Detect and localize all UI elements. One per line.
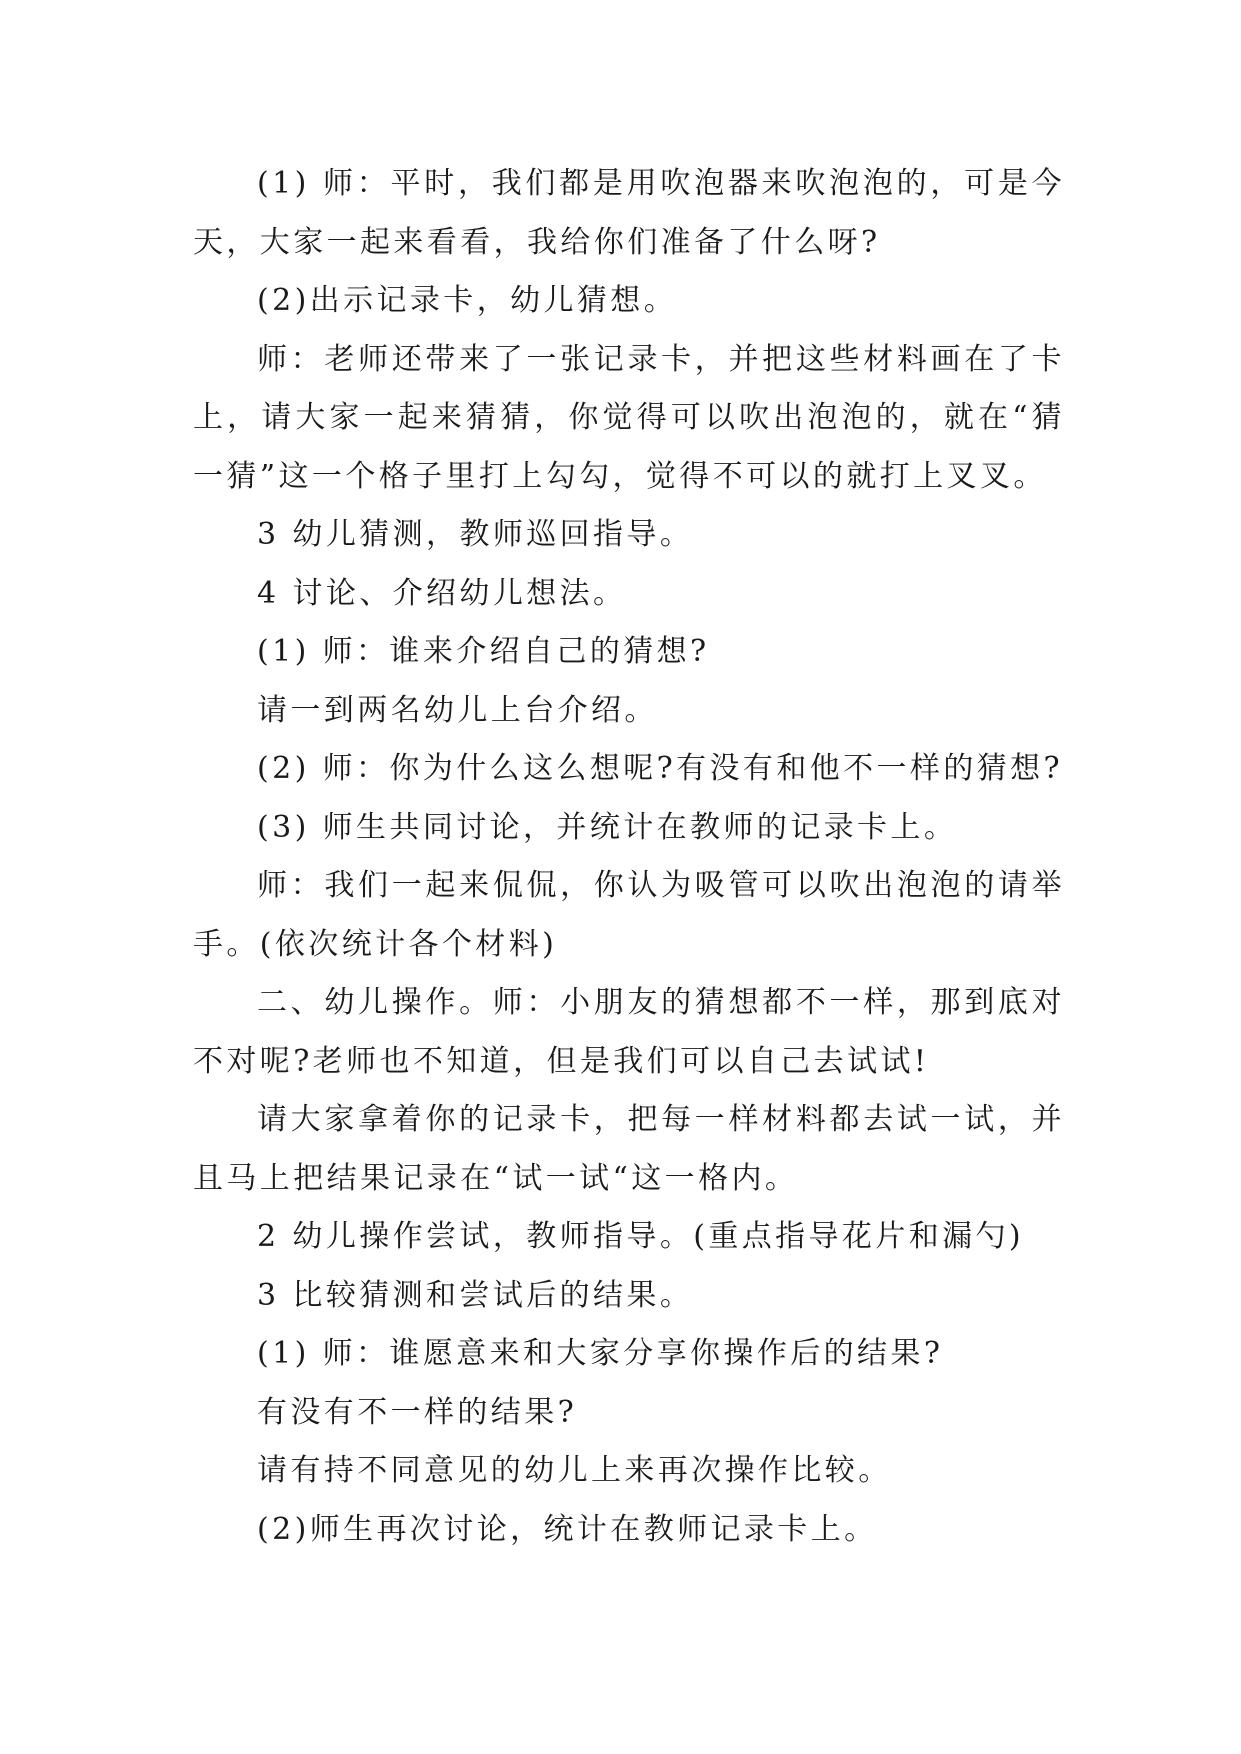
paragraph-16-line-1: 有没有不一样的结果? (257, 1394, 578, 1430)
paragraph-15-line-1: (1) 师：谁愿意来和大家分享你操作后的结果? (257, 1336, 944, 1371)
paragraph-10-line-2: 手。(依次统计各个材料) (193, 926, 558, 962)
paragraph-10-line-1: 师：我们一起来侃侃，你认为吸管可以吹出泡泡的请举 (257, 868, 1065, 903)
paragraph-13-line-1: 2 幼儿操作尝试，教师指导。(重点指导花片和漏勺) (257, 1219, 1025, 1254)
paragraph-11-line-2: 不对呢?老师也不知道，但是我们可以自己去试试! (193, 1043, 930, 1079)
paragraph-12 (193, 1091, 1065, 1208)
paragraph-12-line-2: 且马上把结果记录在“试一试“这一格内。 (193, 1160, 799, 1196)
paragraph-1 (193, 155, 1065, 272)
paragraph-17-line-1: 请有持不同意见的幼儿上来再次操作比较。 (257, 1453, 892, 1488)
paragraph-18 (193, 1501, 1065, 1560)
paragraph-7-line-1: 请一到两名幼儿上台介绍。 (257, 692, 658, 728)
paragraph-1-line-2: 天，大家一起来看看，我给你们准备了什么呀? (193, 224, 881, 260)
paragraph-4 (193, 506, 1065, 565)
paragraph-13 (193, 1208, 1065, 1267)
paragraph-1-line-1: (1) 师：平时，我们都是用吹泡器来吹泡泡的，可是今 (257, 166, 1065, 201)
paragraph-11-line-1: 二、幼儿操作。师：小朋友的猜想都不一样，那到底对 (257, 985, 1065, 1020)
paragraph-8 (193, 740, 1065, 799)
paragraph-7 (193, 682, 1065, 741)
paragraph-10 (193, 857, 1065, 974)
paragraph-8-line-1: (2) 师：你为什么这么想呢?有没有和他不一样的猜想? (257, 751, 1063, 786)
paragraph-4-line-1: 3 幼儿猜测，教师巡回指导。 (257, 517, 694, 552)
paragraph-9 (193, 799, 1065, 858)
document-body (193, 155, 1065, 1559)
paragraph-2 (193, 272, 1065, 331)
paragraph-16 (193, 1384, 1065, 1443)
paragraph-5 (193, 565, 1065, 624)
paragraph-3-line-1: 师：老师还带来了一张记录卡，并把这些材料画在了卡 (257, 341, 1065, 377)
paragraph-5-line-1: 4 讨论、介绍幼儿想法。 (257, 575, 627, 611)
paragraph-14 (193, 1267, 1065, 1326)
paragraph-12-line-1: 请大家拿着你的记录卡，把每一样材料都去试一试，并 (257, 1102, 1065, 1137)
paragraph-17 (193, 1442, 1065, 1501)
paragraph-3-line-2: 上，请大家一起来猜猜，你觉得可以吹出泡泡的，就在“猜 (193, 400, 1065, 435)
paragraph-18-line-1: (2)师生再次讨论，统计在教师记录卡上。 (257, 1511, 878, 1547)
paragraph-2-line-1: (2)出示记录卡，幼儿猜想。 (257, 283, 678, 318)
paragraph-6 (193, 623, 1065, 682)
paragraph-3 (193, 331, 1065, 507)
paragraph-14-line-1: 3 比较猜测和尝试后的结果。 (257, 1277, 694, 1313)
paragraph-3-line-3: 一猜”这一个格子里打上勾勾，觉得不可以的就打上叉叉。 (193, 458, 1047, 494)
paragraph-15 (193, 1325, 1065, 1384)
paragraph-9-line-1: (3) 师生共同讨论，并统计在教师的记录卡上。 (257, 809, 958, 845)
paragraph-11 (193, 974, 1065, 1091)
paragraph-6-line-1: (1) 师：谁来介绍自己的猜想? (257, 634, 710, 669)
